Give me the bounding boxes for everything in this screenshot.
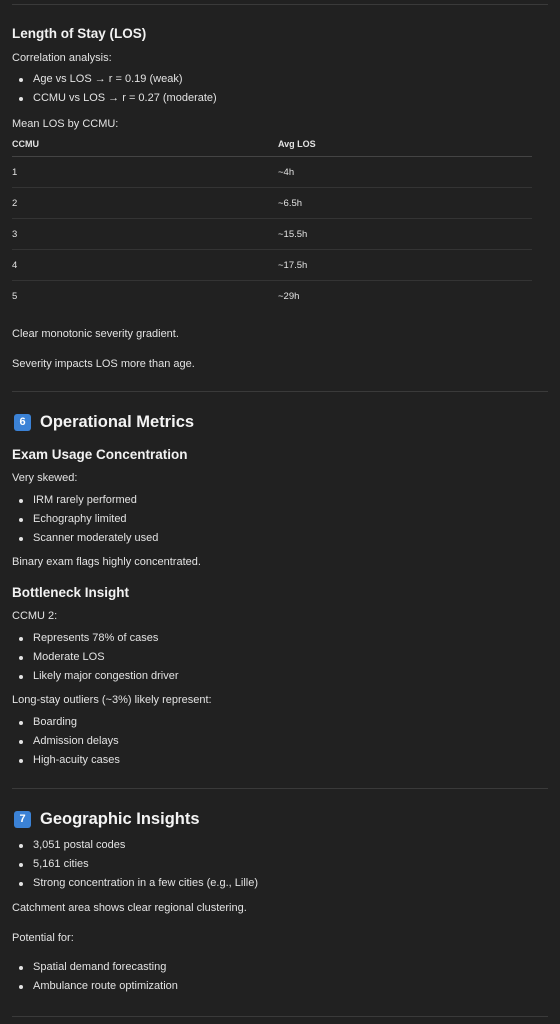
- bottleneck-intro2: Long-stay outliers (~3%) likely represent:: [12, 694, 212, 706]
- table-cell: 3: [12, 229, 18, 240]
- operational-title: Operational Metrics: [40, 413, 195, 431]
- table-row: [12, 250, 532, 281]
- list-item: CCMU vs LOS → r = 0.27 (moderate): [12, 92, 217, 104]
- correlation-intro: Correlation analysis:: [12, 52, 112, 64]
- table-cell: ~29h: [278, 291, 300, 302]
- list-item: Strong concentration in a few cities (e.g., Lille): [12, 877, 258, 889]
- table-row: [12, 157, 532, 188]
- bottleneck-heading: Bottleneck Insight: [12, 585, 130, 600]
- list-item: Represents 78% of cases: [12, 632, 158, 644]
- table-cell: ~17.5h: [278, 260, 308, 271]
- table-intro: Mean LOS by CCMU:: [12, 118, 119, 130]
- divider: [12, 1016, 548, 1017]
- operational-heading: [12, 413, 194, 432]
- list-item: Spatial demand forecasting: [12, 961, 166, 973]
- table-row: [12, 281, 532, 311]
- table-cell: 4: [12, 260, 18, 271]
- potential-intro: Potential for:: [12, 932, 74, 944]
- divider: [12, 4, 548, 5]
- geographic-note: Catchment area shows clear regional clustering.: [12, 902, 247, 914]
- list-item: Moderate LOS: [12, 651, 105, 663]
- geographic-title: Geographic Insights: [40, 810, 200, 828]
- table-cell: ~15.5h: [278, 229, 308, 240]
- table-cell: 1: [12, 167, 18, 178]
- list-item: High-acuity cases: [12, 754, 120, 766]
- los-note: Severity impacts LOS more than age.: [12, 358, 195, 370]
- list-item: Scanner moderately used: [12, 532, 158, 544]
- table-cell: 5: [12, 291, 18, 302]
- list-item: Boarding: [12, 716, 77, 728]
- geographic-heading: [12, 810, 200, 829]
- list-item: Likely major congestion driver: [12, 670, 179, 682]
- column-header-ccmu: CCMU: [12, 139, 39, 149]
- list-item: IRM rarely performed: [12, 494, 137, 506]
- exam-intro: Very skewed:: [12, 472, 78, 484]
- table-header-row: [12, 139, 532, 157]
- divider: [12, 788, 548, 789]
- list-item: Age vs LOS → r = 0.19 (weak): [12, 73, 182, 85]
- exam-note: Binary exam flags highly concentrated.: [12, 556, 201, 568]
- exam-heading: Exam Usage Concentration: [12, 447, 188, 462]
- number-six-icon: 6: [14, 414, 31, 431]
- table-cell: 2: [12, 198, 18, 209]
- table-cell: ~6.5h: [278, 198, 303, 209]
- number-seven-icon: 7: [14, 811, 31, 828]
- bottleneck-intro: CCMU 2:: [12, 610, 58, 622]
- divider: [12, 391, 548, 392]
- list-item: Admission delays: [12, 735, 119, 747]
- table-cell: ~4h: [278, 167, 295, 178]
- table-row: [12, 219, 532, 250]
- los-heading: Length of Stay (LOS): [12, 26, 147, 41]
- list-item: 3,051 postal codes: [12, 839, 125, 851]
- column-header-avg-los: Avg LOS: [278, 139, 316, 149]
- table-row: [12, 188, 532, 219]
- list-item: Ambulance route optimization: [12, 980, 178, 992]
- list-item: 5,161 cities: [12, 858, 89, 870]
- list-item: Echography limited: [12, 513, 127, 525]
- los-note: Clear monotonic severity gradient.: [12, 328, 179, 340]
